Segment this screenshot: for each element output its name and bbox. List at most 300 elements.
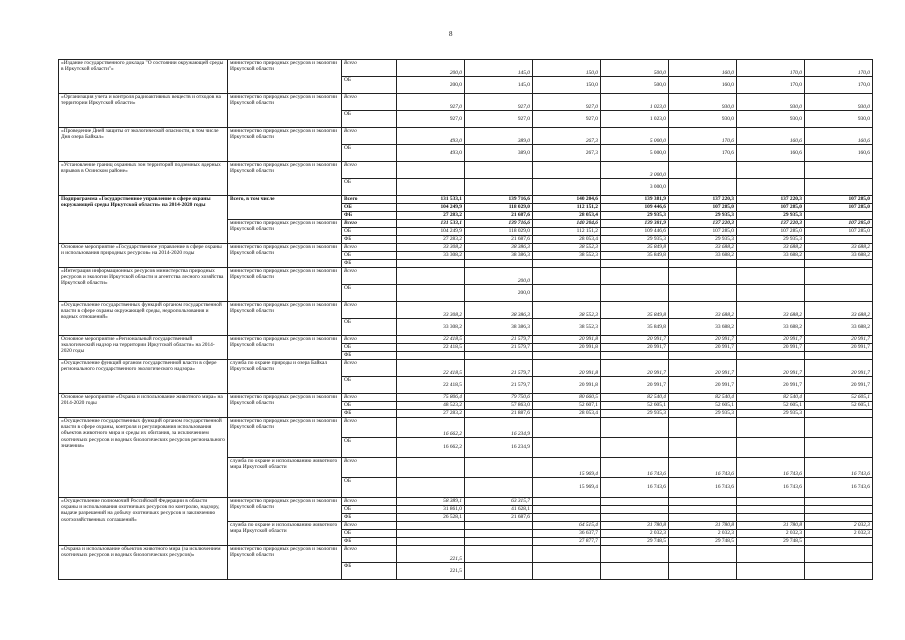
amount-cell: 20 991,8 — [533, 360, 601, 377]
amount-cell: 33 688,2 — [669, 302, 737, 319]
amount-cell: 160,6 — [805, 128, 873, 145]
amount-cell: 493,0 — [397, 128, 465, 145]
amount-cell — [465, 260, 533, 268]
amount-cell: 38 552,3 — [533, 252, 601, 260]
amount-cell: 38 552,3 — [533, 244, 601, 252]
measure-name: «Осуществление функций органом государственной власти в сфере регионального государственного экологического надзора» — [59, 360, 228, 394]
amount-cell: 221,5 — [397, 546, 465, 563]
amount-cell: 493,0 — [397, 145, 465, 162]
amount-cell — [397, 268, 465, 285]
amount-cell — [805, 498, 873, 506]
amount-cell: 16 234,9 — [465, 418, 533, 438]
amount-cell — [533, 162, 601, 179]
amount-cell — [805, 438, 873, 458]
amount-cell: 139 716,6 — [465, 196, 533, 204]
amount-cell: 930,0 — [737, 111, 805, 128]
amount-cell: 20 991,7 — [669, 377, 737, 394]
amount-cell: 22 418,5 — [397, 336, 465, 344]
amount-cell — [737, 498, 805, 506]
amount-cell — [465, 538, 533, 546]
amount-cell — [465, 179, 533, 196]
amount-cell: 28 053,4 — [533, 410, 601, 418]
amount-cell: 930,0 — [669, 111, 737, 128]
amount-cell — [737, 260, 805, 268]
amount-cell: 112 151,2 — [533, 228, 601, 236]
amount-cell — [805, 352, 873, 360]
amount-cell: 33 688,2 — [737, 302, 805, 319]
amount-cell: 38 386,3 — [465, 244, 533, 252]
amount-cell: 107 285,0 — [669, 204, 737, 212]
table-row — [59, 196, 873, 204]
executor: министерство природных ресурсов и экологии Иркутской области — [228, 244, 342, 268]
amount-cell: 82 540,4 — [669, 394, 737, 402]
amount-cell: 22 418,5 — [397, 344, 465, 352]
amount-cell: 139 381,9 — [601, 196, 669, 204]
funding-source: ФБ — [342, 260, 397, 268]
amount-cell: 20 991,7 — [805, 344, 873, 352]
amount-cell: 29 935,3 — [669, 212, 737, 220]
funding-source: Всего — [342, 162, 397, 179]
table-row — [59, 244, 873, 252]
funding-source: ФБ — [342, 212, 397, 220]
amount-cell — [533, 514, 601, 522]
amount-cell — [805, 563, 873, 580]
amount-cell: 150,0 — [533, 77, 601, 94]
amount-cell: 200,0 — [465, 285, 533, 302]
amount-cell: 267,3 — [533, 128, 601, 145]
amount-cell: 137 220,3 — [737, 196, 805, 204]
amount-cell — [669, 162, 737, 179]
amount-cell: 48 523,2 — [397, 402, 465, 410]
amount-cell: 26 528,1 — [397, 514, 465, 522]
amount-cell: 200,0 — [465, 268, 533, 285]
amount-cell — [669, 563, 737, 580]
amount-cell: 131 533,1 — [397, 196, 465, 204]
amount-cell: 33 688,2 — [669, 244, 737, 252]
amount-cell: 930,0 — [805, 111, 873, 128]
amount-cell: 20 991,7 — [805, 336, 873, 344]
measure-name: Основное мероприятие «Государственное управление в сфере охраны и использования природных ресурсов» на 2014-2020 годы — [59, 244, 228, 268]
amount-cell: 927,0 — [397, 111, 465, 128]
amount-cell: 27 283,2 — [397, 410, 465, 418]
amount-cell — [465, 546, 533, 563]
funding-source: ОБ — [342, 179, 397, 196]
amount-cell: 20 991,7 — [669, 336, 737, 344]
amount-cell — [465, 530, 533, 538]
amount-cell: 35 849,8 — [601, 319, 669, 336]
amount-cell: 38 552,3 — [533, 302, 601, 319]
table-row — [59, 546, 873, 563]
amount-cell: 52 605,1 — [805, 394, 873, 402]
funding-source: Всего — [342, 302, 397, 319]
amount-cell: 170,0 — [805, 77, 873, 94]
amount-cell — [669, 438, 737, 458]
amount-cell: 35 849,8 — [601, 244, 669, 252]
table-row — [59, 268, 873, 285]
amount-cell: 104 249,9 — [397, 228, 465, 236]
amount-cell: 29 748,5 — [737, 538, 805, 546]
funding-source: Всего — [342, 498, 397, 506]
amount-cell: 20 991,7 — [601, 344, 669, 352]
amount-cell: 33 688,2 — [805, 252, 873, 260]
amount-cell — [601, 260, 669, 268]
amount-cell: 35 849,8 — [601, 252, 669, 260]
executor: служба по охране природы и озера Байкал Иркутской области — [228, 360, 342, 394]
measure-name: Подпрограмма «Государственное управление в сфере охраны окружающей среды Иркутской области» на 2014-2020 годы — [59, 196, 228, 244]
amount-cell: 107 285,0 — [737, 228, 805, 236]
amount-cell: 107 285,0 — [805, 196, 873, 204]
amount-cell — [805, 506, 873, 514]
measure-name: «Организация учета и контроля радиоактивных веществ и отходов на территории Иркутской области» — [59, 94, 228, 128]
table-row — [59, 498, 873, 506]
table-row — [59, 394, 873, 402]
amount-cell — [397, 162, 465, 179]
amount-cell — [533, 563, 601, 580]
amount-cell: 131 533,1 — [397, 220, 465, 228]
amount-cell: 137 220,3 — [737, 220, 805, 228]
executor: Всего, в том числе — [228, 196, 342, 220]
amount-cell — [805, 268, 873, 285]
measure-name: Основное мероприятие «Охрана и использование животного мира» на 2014-2020 годы — [59, 394, 228, 418]
amount-cell: 38 386,3 — [465, 319, 533, 336]
amount-cell — [805, 162, 873, 179]
executor: министерство природных ресурсов и экологии Иркутской области — [228, 268, 342, 302]
executor: министерство природных ресурсов и экологии Иркутской области — [228, 336, 342, 360]
funding-source: Всего — [342, 522, 397, 530]
page-number: 8 — [449, 30, 453, 38]
amount-cell — [737, 268, 805, 285]
amount-cell: 16 743,6 — [805, 478, 873, 498]
amount-cell — [805, 212, 873, 220]
amount-cell — [805, 236, 873, 244]
table-row — [59, 60, 873, 77]
amount-cell — [397, 260, 465, 268]
amount-cell — [805, 410, 873, 418]
amount-cell — [601, 418, 669, 438]
amount-cell — [533, 268, 601, 285]
amount-cell: 20 991,7 — [737, 336, 805, 344]
amount-cell: 16 743,6 — [737, 458, 805, 478]
amount-cell: 35 849,8 — [601, 302, 669, 319]
budget-table — [58, 59, 873, 580]
funding-source: ОБ — [342, 478, 397, 498]
amount-cell: 112 151,2 — [533, 204, 601, 212]
amount-cell — [805, 260, 873, 268]
amount-cell: 107 285,0 — [805, 228, 873, 236]
amount-cell: 3 000,0 — [601, 162, 669, 179]
amount-cell: 145,0 — [465, 60, 533, 77]
amount-cell: 107 285,0 — [805, 204, 873, 212]
amount-cell: 80 660,5 — [533, 394, 601, 402]
amount-cell — [805, 285, 873, 302]
amount-cell: 29 935,3 — [601, 410, 669, 418]
amount-cell — [669, 514, 737, 522]
measure-name: «Осуществление государственных функций органом государственной власти в сфере охраны окружающей среды, недропользования и водных отношений» — [59, 302, 228, 336]
amount-cell: 75 806,4 — [397, 394, 465, 402]
funding-source: ОБ — [342, 377, 397, 394]
funding-source: Всего — [342, 394, 397, 402]
amount-cell — [737, 506, 805, 514]
amount-cell: 21 579,7 — [465, 336, 533, 344]
amount-cell: 33 308,2 — [397, 252, 465, 260]
amount-cell — [601, 514, 669, 522]
amount-cell — [601, 546, 669, 563]
amount-cell: 139 716,6 — [465, 220, 533, 228]
amount-cell: 52 605,1 — [805, 402, 873, 410]
amount-cell: 170,6 — [669, 128, 737, 145]
amount-cell — [465, 478, 533, 498]
funding-source: Всего — [342, 458, 397, 478]
amount-cell: 33 308,2 — [397, 302, 465, 319]
table-row — [59, 336, 873, 344]
amount-cell: 170,6 — [669, 145, 737, 162]
funding-source: ОБ — [342, 285, 397, 302]
amount-cell — [533, 260, 601, 268]
amount-cell — [601, 563, 669, 580]
amount-cell: 109 446,6 — [601, 204, 669, 212]
amount-cell: 107 285,0 — [737, 204, 805, 212]
amount-cell: 27 283,2 — [397, 236, 465, 244]
amount-cell: 33 688,2 — [805, 244, 873, 252]
amount-cell: 389,0 — [465, 145, 533, 162]
amount-cell: 33 308,2 — [397, 244, 465, 252]
amount-cell: 500,0 — [601, 77, 669, 94]
amount-cell: 82 540,4 — [601, 394, 669, 402]
amount-cell — [397, 478, 465, 498]
amount-cell — [669, 546, 737, 563]
executor: служба по охране и использованию животного мира Иркутской области — [228, 458, 342, 498]
amount-cell: 140 204,6 — [533, 220, 601, 228]
amount-cell — [805, 538, 873, 546]
amount-cell: 15 969,4 — [533, 478, 601, 498]
amount-cell: 927,0 — [465, 111, 533, 128]
executor: министерство природных ресурсов и экологии Иркутской области — [228, 94, 342, 128]
amount-cell: 16 662,2 — [397, 438, 465, 458]
executor: министерство природных ресурсов и экологии Иркутской области — [228, 162, 342, 196]
amount-cell: 2 032,3 — [669, 530, 737, 538]
amount-cell: 20 991,8 — [533, 377, 601, 394]
amount-cell — [533, 546, 601, 563]
measure-name: «Осуществление государственных функций органом государственной власти в сфере охраны, контроля и регулирования использования объектов животного мира и среды их обитания, за исключением охотничьих ресурсов и водных биологических ресурсов регионального значения» — [59, 418, 228, 498]
measure-name: «Проведение Дней защиты от экологической опасности, в том числе Дня озера Байкал» — [59, 128, 228, 162]
executor: министерство природных ресурсов и экологии Иркутской области — [228, 418, 342, 458]
amount-cell: 31 780,8 — [601, 522, 669, 530]
amount-cell — [397, 179, 465, 196]
amount-cell: 389,0 — [465, 128, 533, 145]
amount-cell — [533, 506, 601, 514]
amount-cell: 16 743,6 — [601, 458, 669, 478]
amount-cell: 16 743,6 — [669, 458, 737, 478]
amount-cell — [601, 506, 669, 514]
amount-cell: 21 687,6 — [465, 236, 533, 244]
amount-cell — [533, 498, 601, 506]
amount-cell: 33 688,2 — [737, 252, 805, 260]
amount-cell: 21 579,7 — [465, 360, 533, 377]
amount-cell — [669, 268, 737, 285]
amount-cell — [737, 438, 805, 458]
amount-cell: 41 628,1 — [465, 506, 533, 514]
amount-cell: 16 743,6 — [737, 478, 805, 498]
funding-source: ФБ — [342, 538, 397, 546]
amount-cell: 2 032,3 — [805, 530, 873, 538]
table-row — [59, 162, 873, 179]
funding-source: Всего — [342, 546, 397, 563]
executor: министерство природных ресурсов и экологии Иркутской области — [228, 546, 342, 580]
amount-cell: 160,0 — [669, 77, 737, 94]
amount-cell — [533, 418, 601, 438]
amount-cell: 21 687,6 — [465, 212, 533, 220]
amount-cell — [533, 285, 601, 302]
amount-cell — [737, 514, 805, 522]
amount-cell: 29 935,3 — [601, 236, 669, 244]
amount-cell — [737, 418, 805, 438]
amount-cell: 33 688,2 — [805, 302, 873, 319]
executor: министерство природных ресурсов и экологии Иркутской области — [228, 60, 342, 94]
amount-cell — [669, 418, 737, 438]
amount-cell: 29 748,5 — [601, 538, 669, 546]
amount-cell — [397, 458, 465, 478]
amount-cell — [669, 285, 737, 302]
amount-cell: 20 991,7 — [601, 360, 669, 377]
funding-source: ОБ — [342, 506, 397, 514]
table-row — [59, 418, 873, 438]
amount-cell — [533, 352, 601, 360]
amount-cell: 20 991,7 — [669, 344, 737, 352]
amount-cell: 927,0 — [533, 94, 601, 111]
amount-cell: 20 991,7 — [737, 344, 805, 352]
amount-cell: 107 285,0 — [805, 220, 873, 228]
amount-cell — [465, 352, 533, 360]
amount-cell: 1 023,0 — [601, 111, 669, 128]
measure-name: Основное мероприятие «Региональный государственный экологический надзор на территории Иркутской области» на 2014-2020 годы — [59, 336, 228, 360]
amount-cell — [397, 285, 465, 302]
amount-cell: 16 662,2 — [397, 418, 465, 438]
amount-cell: 63 315,7 — [465, 498, 533, 506]
funding-source: ОБ — [342, 530, 397, 538]
table-body — [59, 60, 873, 580]
amount-cell: 27 283,2 — [397, 212, 465, 220]
amount-cell — [533, 179, 601, 196]
amount-cell: 16 743,6 — [601, 478, 669, 498]
measure-name: «Осуществление полномочий Российской Федерации в области охраны и использования охотничьих ресурсов по контролю, надзору, выдаче разрешений на добычу охотничьих ресурсов и заключению охотхозяйственных соглашений» — [59, 498, 228, 546]
amount-cell: 33 688,2 — [737, 319, 805, 336]
amount-cell: 118 029,0 — [465, 228, 533, 236]
amount-cell: 29 935,3 — [669, 236, 737, 244]
amount-cell: 31 780,8 — [737, 522, 805, 530]
amount-cell: 79 750,6 — [465, 394, 533, 402]
amount-cell: 20 991,7 — [805, 360, 873, 377]
amount-cell: 145,0 — [465, 77, 533, 94]
amount-cell: 22 418,5 — [397, 377, 465, 394]
funding-source: ОБ — [342, 252, 397, 260]
amount-cell: 2 032,3 — [737, 530, 805, 538]
funding-source: ОБ — [342, 344, 397, 352]
amount-cell: 160,6 — [805, 145, 873, 162]
amount-cell: 38 552,3 — [533, 319, 601, 336]
table-row — [59, 360, 873, 377]
amount-cell — [669, 260, 737, 268]
amount-cell: 52 605,1 — [601, 402, 669, 410]
amount-cell: 36 637,7 — [533, 530, 601, 538]
amount-cell: 57 863,0 — [465, 402, 533, 410]
executor: министерство природных ресурсов и экологии Иркутской области — [228, 302, 342, 336]
amount-cell: 29 748,5 — [669, 538, 737, 546]
amount-cell — [737, 563, 805, 580]
amount-cell: 137 220,3 — [669, 220, 737, 228]
amount-cell: 927,0 — [465, 94, 533, 111]
funding-source: Всего — [342, 196, 397, 204]
amount-cell: 27 877,7 — [533, 538, 601, 546]
amount-cell: 28 053,4 — [533, 212, 601, 220]
amount-cell — [669, 506, 737, 514]
amount-cell — [805, 546, 873, 563]
amount-cell: 118 029,0 — [465, 204, 533, 212]
amount-cell: 221,5 — [397, 563, 465, 580]
amount-cell: 29 935,3 — [669, 410, 737, 418]
amount-cell: 20 991,8 — [533, 336, 601, 344]
amount-cell: 20 991,8 — [533, 344, 601, 352]
table-row — [59, 128, 873, 145]
funding-source: ОБ — [342, 111, 397, 128]
funding-source: Всего — [342, 60, 397, 77]
funding-source: ОБ — [342, 438, 397, 458]
amount-cell — [669, 179, 737, 196]
measure-name: «Интеграция информационных ресурсов министерства природных ресурсов и экологии Иркутской области и агентства лесного хозяйства Иркутской области» — [59, 268, 228, 302]
amount-cell: 16 743,6 — [805, 458, 873, 478]
executor: министерство природных ресурсов и экологии Иркутской области — [228, 220, 342, 244]
amount-cell — [601, 268, 669, 285]
amount-cell — [737, 179, 805, 196]
amount-cell: 64 515,4 — [533, 522, 601, 530]
amount-cell: 21 579,7 — [465, 377, 533, 394]
amount-cell: 2 032,3 — [601, 530, 669, 538]
amount-cell: 20 991,7 — [737, 377, 805, 394]
amount-cell: 104 249,9 — [397, 204, 465, 212]
amount-cell: 500,0 — [601, 60, 669, 77]
amount-cell: 21 687,6 — [465, 514, 533, 522]
funding-source: Всего — [342, 244, 397, 252]
amount-cell: 200,0 — [397, 77, 465, 94]
funding-source: Всего — [342, 268, 397, 285]
amount-cell: 170,0 — [737, 77, 805, 94]
amount-cell — [601, 438, 669, 458]
amount-cell: 31 861,0 — [397, 506, 465, 514]
funding-source: ФБ — [342, 236, 397, 244]
amount-cell: 20 991,7 — [737, 360, 805, 377]
funding-source: Всего — [342, 418, 397, 438]
amount-cell — [737, 352, 805, 360]
amount-cell — [737, 162, 805, 179]
amount-cell: 33 688,2 — [805, 319, 873, 336]
amount-cell — [601, 498, 669, 506]
amount-cell: 52 605,1 — [737, 402, 805, 410]
funding-source: ФБ — [342, 352, 397, 360]
table-row — [59, 94, 873, 111]
amount-cell: 930,0 — [805, 94, 873, 111]
amount-cell: 82 540,4 — [737, 394, 805, 402]
measure-name: «Издание государственного доклада "О состоянии окружающей среды в Иркутской области"» — [59, 60, 228, 94]
amount-cell: 38 386,3 — [465, 302, 533, 319]
amount-cell: 930,0 — [669, 94, 737, 111]
amount-cell — [533, 438, 601, 458]
amount-cell: 29 935,3 — [737, 212, 805, 220]
amount-cell: 5 000,0 — [601, 128, 669, 145]
funding-source: Всего — [342, 128, 397, 145]
amount-cell: 1 023,0 — [601, 94, 669, 111]
measure-name: «Охрана и использование объектов животного мира (за исключением охотничьих ресурсов и водных биологических ресурсов)» — [59, 546, 228, 580]
amount-cell: 33 688,2 — [669, 252, 737, 260]
amount-cell — [397, 530, 465, 538]
